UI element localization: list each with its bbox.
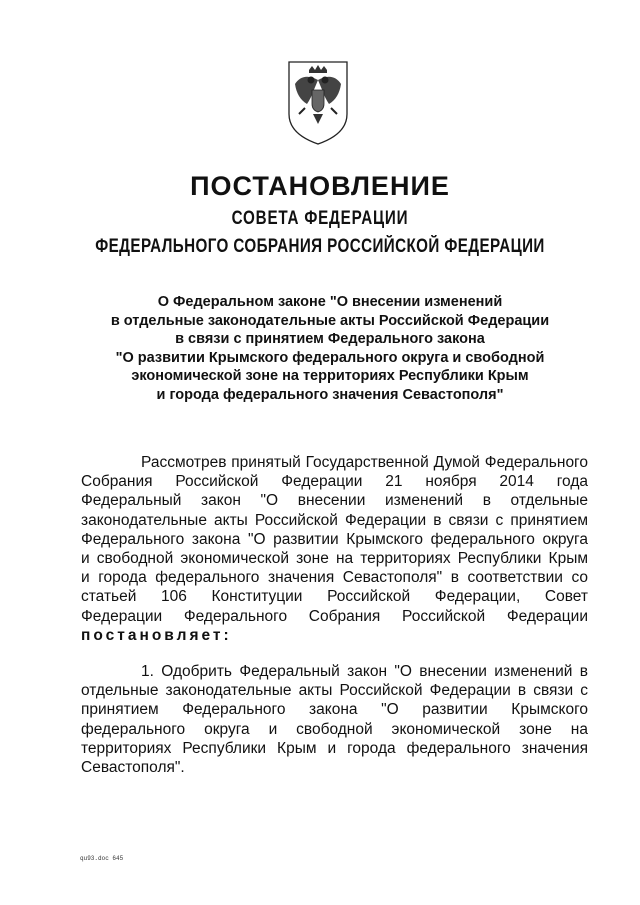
paragraph-line: Рассмотрев принятый Государственной Думой Федерального [141,454,588,471]
paragraph-line: Федерального закона "О развитии Крымского федерального округа [81,530,588,548]
preamble-paragraph [81,453,588,645]
resolves-word: постановляет: [81,626,232,644]
heading-line: "О развитии Крымского федерального округа и свободной [115,349,545,366]
paragraph-line: Собрания Российской Федерации 21 ноября 2014 года [81,473,588,491]
paragraph-line: Севастополя". [81,758,185,776]
clause-1-paragraph [81,662,588,777]
document-subtitle-line2: ФЕДЕРАЛЬНОГО СОБРАНИЯ РОССИЙСКОЙ ФЕДЕРАЦИИ [95,236,545,257]
paragraph-line: статьей 106 Конституции Российской Федерации, Совет [81,588,588,606]
document-subtitle-line1: СОВЕТА ФЕДЕРАЦИИ [231,208,409,229]
paragraph-line: законодательные акты Российской Федерации в связи с принятием [81,511,588,529]
heading-line: в связи с принятием Федерального закона [175,331,485,347]
paragraph-line: 1. Одобрить Федеральный закон "О внесении изменений в [141,663,588,680]
paragraph-line: территориях Республики Крым и города федерального значения [81,739,588,757]
resolution-heading [60,293,600,404]
document-code: qu93.doc 645 [80,855,124,862]
paragraph-line: принятием Федерального закона "О развитии Крымского [81,701,588,719]
paragraph-line: отдельные законодательные акты Российской Федерации в связи с [81,682,588,700]
paragraph-line: и города федерального значения Севастополя" в соответствии со [81,569,588,587]
heading-line: экономической зоне на территориях Республики Крым [131,368,529,384]
document-title: ПОСТАНОВЛЕНИЕ [190,171,450,201]
heading-line: и города федерального значения Севастополя" [156,386,504,403]
paragraph-line: и свободной экономической зоне на территориях Республики Крым [81,549,588,567]
heading-line: в отдельные законодательные акты Российской Федерации [110,312,550,329]
coat-of-arms-icon [283,58,353,148]
paragraph-line: федерального округа и свободной экономической зоне на [81,720,588,738]
paragraph-line: Федерации Федерального Собрания Российской Федерации [81,607,588,625]
heading-line: О Федеральном законе "О внесении изменений [157,294,503,310]
paragraph-line: Федеральный закон "О внесении изменений в отдельные [81,492,588,510]
